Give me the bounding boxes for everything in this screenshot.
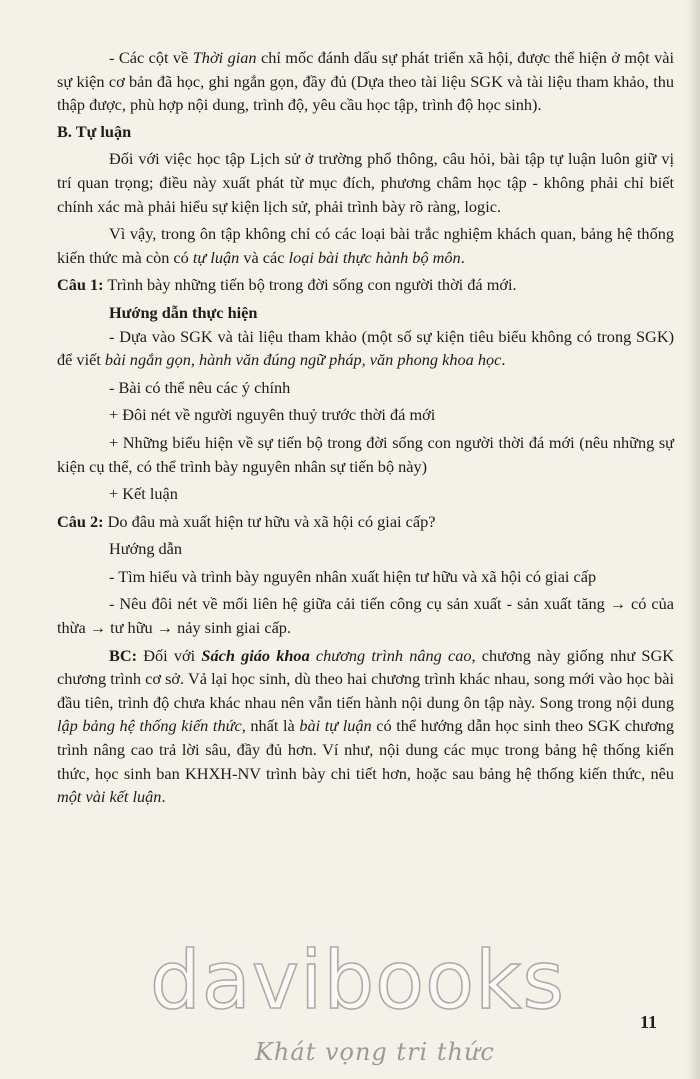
- watermark-brand: davibooks: [150, 934, 566, 1027]
- question-1-guide-2: - Bài có thể nêu các ý chính: [109, 377, 291, 397]
- question-2: Câu 2: Do đâu mà xuất hiện tư hữu và xã hội có giai cấp?: [57, 511, 436, 531]
- question-2-guide-1: - Tìm hiểu và trình bày nguyên nhân xuất hiện tư hữu và xã hội có giai cấp: [109, 566, 597, 586]
- section-b-heading: B. Tự luận: [57, 121, 132, 141]
- question-1-label: Câu 1:: [57, 275, 104, 295]
- paragraph-essay-importance: Đối với việc học tập Lịch sử ở trường phổ thông, câu hỏi, bài tập tự luận luôn giữ vị trí quan trọng; điều này xuất phát từ mục đích, phương châm học tập - không phải chỉ biết chính xác mà phải hiểu sự kiện lịch sử, phải trình bày rõ ràng, logic.: [57, 149, 674, 216]
- bc-label: BC:: [109, 645, 138, 665]
- page-number: 11: [640, 1012, 658, 1032]
- question-1-guide-5: + Kết luận: [109, 484, 178, 504]
- watermark-tagline: Khát vọng tri thức: [255, 1038, 495, 1066]
- paragraph-time-columns: - Các cột về Thời gian chỉ mốc đánh dấu sự phát triển xã hội, được thể hiện ở một vài sự kiện cơ bản đã học, ghi ngắn gọn, đầy đủ (Dựa theo tài liệu SGK và tài liệu tham khảo, thu thập được, phù hợp nội dung, trình độ, yêu cầu học tập, trình độ học sinh).: [57, 48, 674, 115]
- bc-note: BC: Đối với Sách giáo khoa chương trình nâng cao, chương này giống như SGK chương trình cơ sở. Vả lại học sinh, dù theo hai chương trình khác nhau, song mới vào học bài đầu tiên, trình độ chưa khác nhau nên vẫn tiến hành nội dung ôn tập này. Song trong nội dung lập bảng hệ thống kiến thức, nhất là bài tự luận có thể hướng dẫn học sinh theo SGK chương trình nâng cao trả lời sâu, đầy đủ hơn. Ví như, nội dung các mục trong bảng hệ thống kiến thức, học sinh ban KHXH-NV trình bày chi tiết hơn, hoặc sau bảng hệ thống kiến thức, nêu một vài kết luận.: [57, 645, 675, 807]
- question-1: Câu 1: Trình bày những tiến bộ trong đời sống con người thời đá mới.: [57, 275, 517, 295]
- question-2-label: Câu 2:: [57, 511, 104, 531]
- paragraph-review-types: Vì vậy, trong ôn tập không chỉ có các loại bài trắc nghiệm khách quan, bảng hệ thống kiến thức mà còn có tự luận và các loại bài thực hành bộ môn.: [57, 224, 674, 267]
- page-edge-shadow: [686, 0, 700, 1079]
- question-1-guide-1: - Dựa vào SGK và tài liệu tham khảo (một số sự kiện tiêu biểu không có trong SGK) để viết bài ngắn gọn, hành văn đúng ngữ pháp, văn phong khoa học.: [57, 326, 674, 370]
- question-2-guide-2: - Nêu đôi nét về mối liên hệ giữa cải tiến công cụ sản xuất - sản xuất tăng → có của thừa → tư hữu → nảy sinh giai cấp.: [57, 594, 674, 638]
- question-2-guide-title: Hướng dẫn: [109, 539, 183, 559]
- page-text: [57, 46, 674, 809]
- question-1-guide-title: Hướng dẫn thực hiện: [109, 302, 258, 322]
- question-1-guide-4: + Những biểu hiện về sự tiến bộ trong đời sống con người thời đá mới (nêu những sự kiện cụ thể, có thể trình bày nguyên nhân sự tiến bộ này): [57, 432, 674, 476]
- question-1-guide-3: + Đôi nét về người nguyên thuỷ trước thời đá mới: [109, 405, 436, 425]
